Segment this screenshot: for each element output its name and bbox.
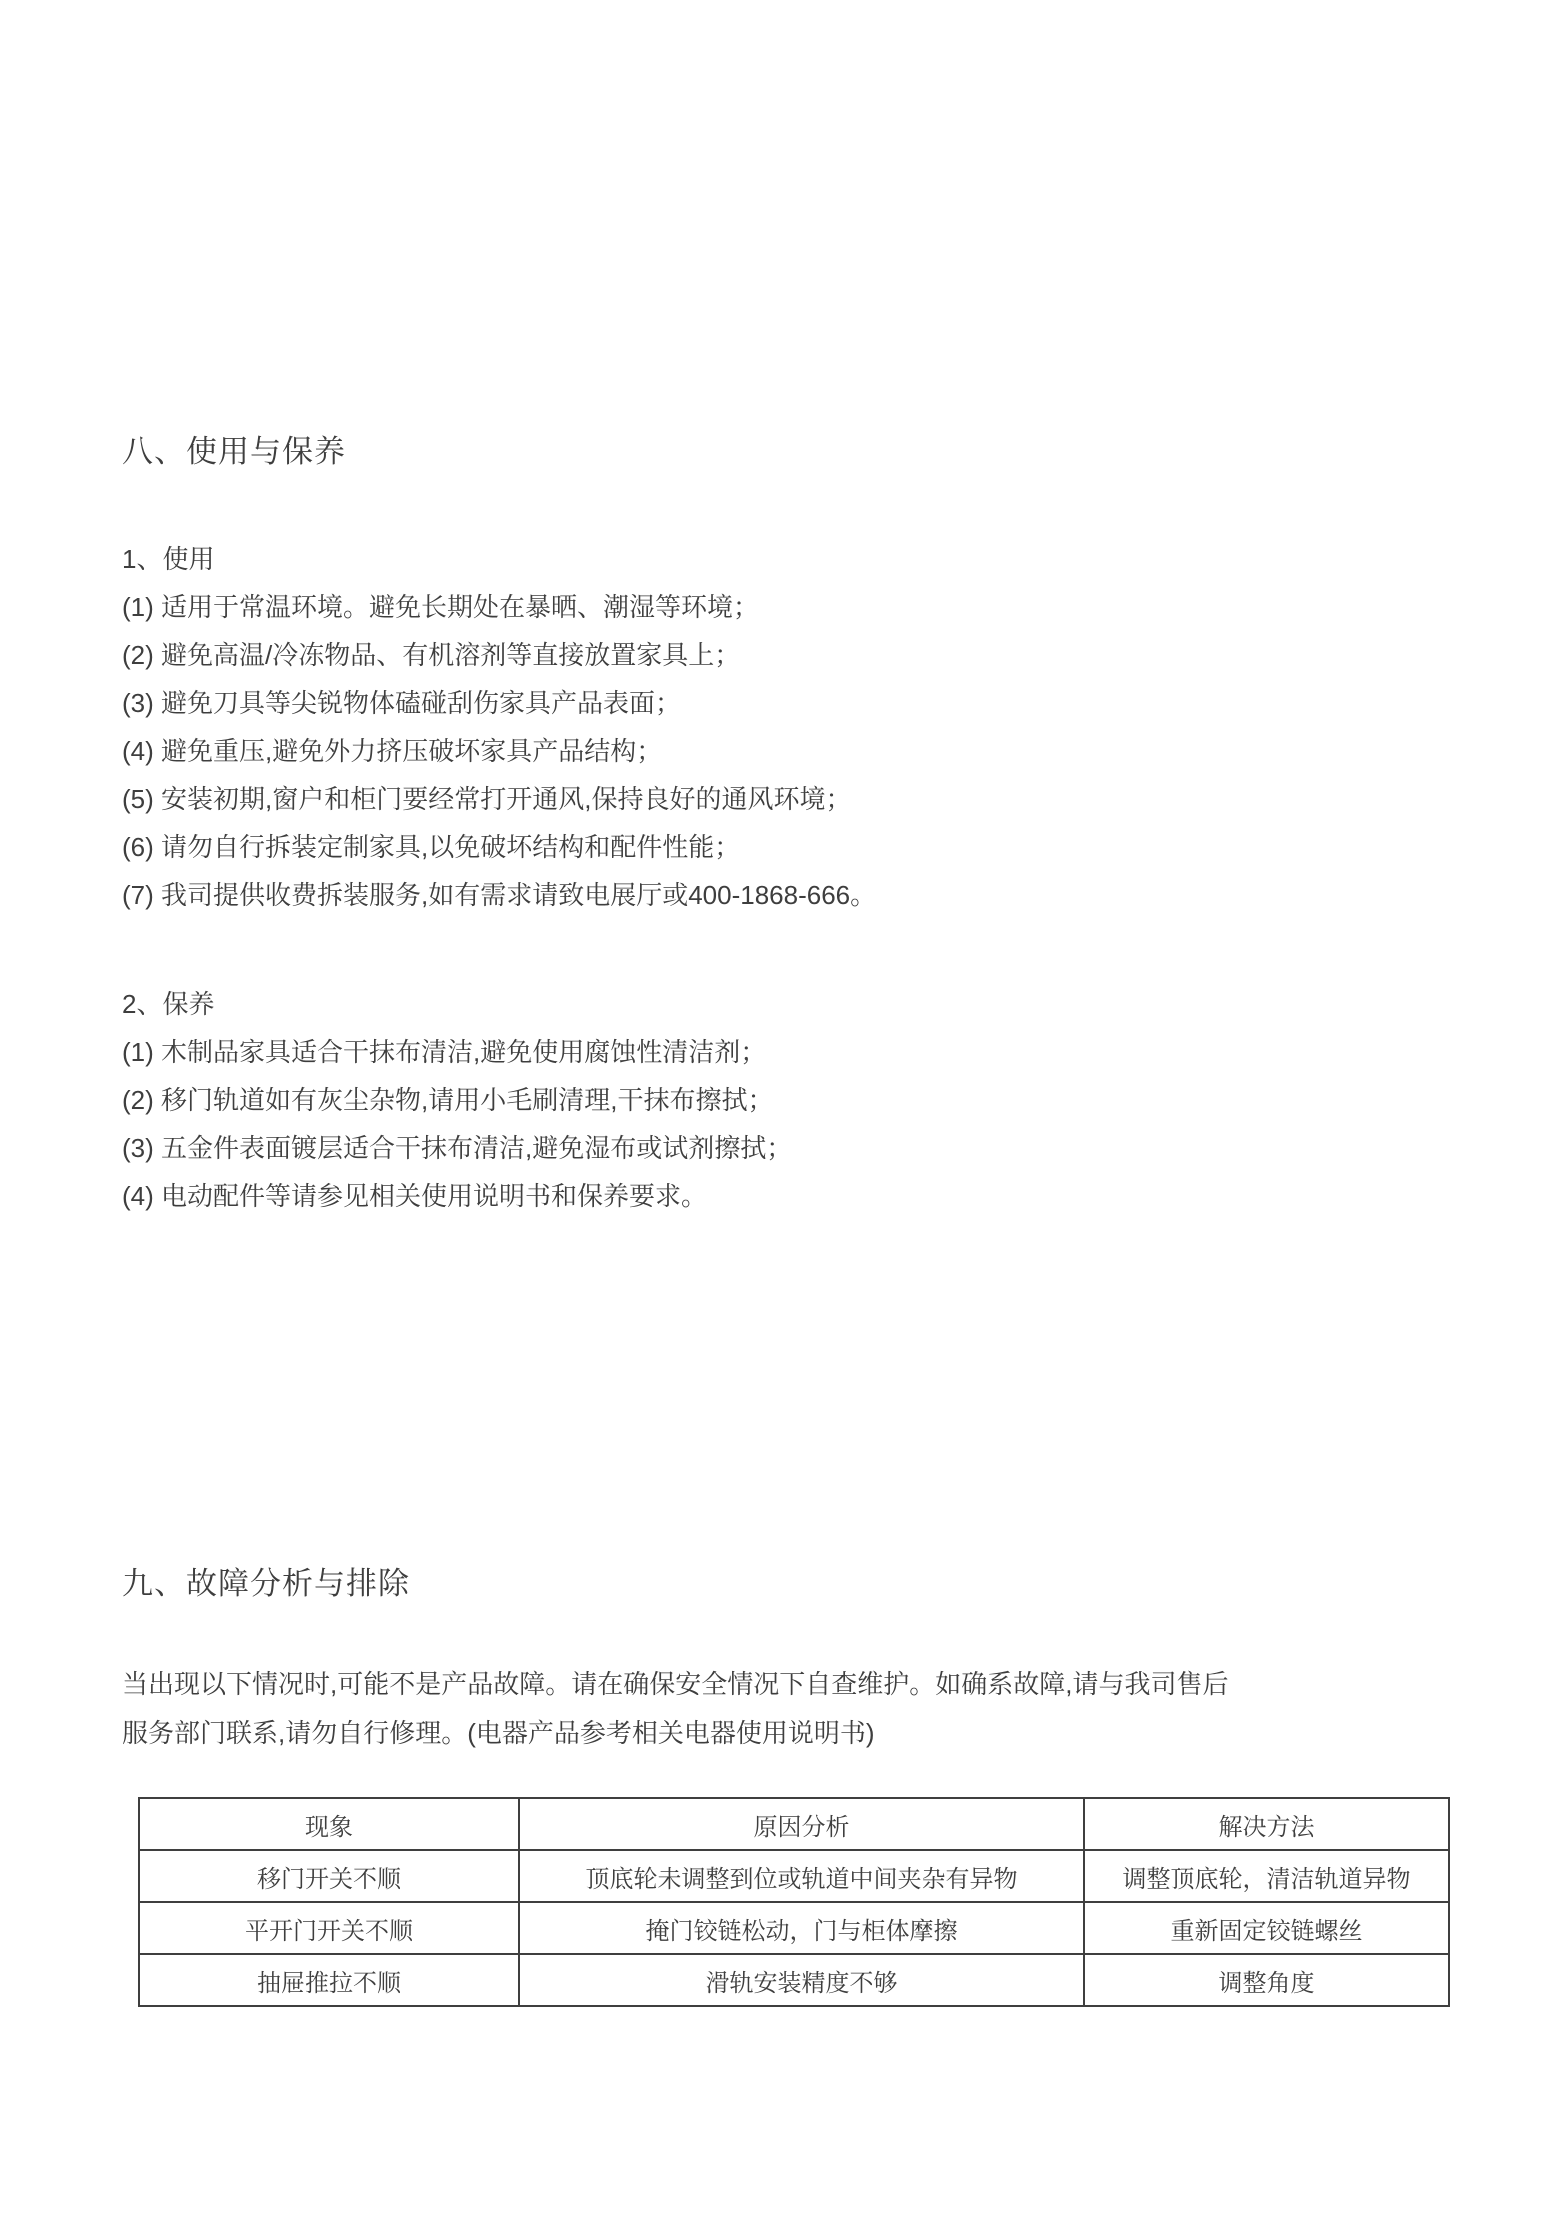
list-item: (7) 我司提供收费拆装服务,如有需求请致电展厅或400-1868-666。 [122, 880, 877, 910]
table-header-row [139, 1798, 1449, 1850]
list-item: (2) 移门轨道如有灰尘杂物,请用小毛刷清理,干抹布擦拭； [122, 1085, 774, 1115]
table-cell-phenomenon: 移门开关不顺 [139, 1850, 519, 1902]
list-item: (1) 适用于常温环境。避免长期处在暴晒、潮湿等环境； [122, 592, 760, 622]
table-row [139, 1954, 1449, 2006]
table-header-cause: 原因分析 [519, 1798, 1084, 1850]
table-cell-solution: 重新固定铰链螺丝 [1084, 1902, 1449, 1954]
section-9-heading: 九、故障分析与排除 [122, 1566, 410, 1601]
section-8-heading: 八、使用与保养 [122, 434, 346, 469]
table-cell-cause: 滑轨安装精度不够 [519, 1954, 1084, 2006]
care-subsection-title: 2、保养 [122, 989, 215, 1019]
use-subsection-title: 1、使用 [122, 544, 215, 574]
table-cell-phenomenon: 平开门开关不顺 [139, 1902, 519, 1954]
list-item: (4) 避免重压,避免外力挤压破坏家具产品结构； [122, 736, 663, 766]
table-row [139, 1850, 1449, 1902]
care-subsection [122, 980, 792, 1220]
list-item: (3) 避免刀具等尖锐物体磕碰刮伤家具产品表面； [122, 688, 682, 718]
table-row [139, 1902, 1449, 1954]
list-item: (2) 避免高温/冷冻物品、有机溶剂等直接放置家具上； [122, 640, 741, 670]
intro-line: 服务部门联系,请勿自行修理。(电器产品参考相关电器使用说明书) [122, 1718, 875, 1748]
table-header-phenomenon: 现象 [139, 1798, 519, 1850]
use-subsection [122, 535, 876, 919]
list-item: (5) 安装初期,窗户和柜门要经常打开通风,保持良好的通风环境； [122, 784, 852, 814]
list-item: (1) 木制品家具适合干抹布清洁,避免使用腐蚀性清洁剂； [122, 1037, 767, 1067]
table-cell-phenomenon: 抽屉推拉不顺 [139, 1954, 519, 2006]
fault-analysis-table [138, 1797, 1450, 2007]
intro-line: 当出现以下情况时,可能不是产品故障。请在确保安全情况下自查维护。如确系故障,请与我司售后 [122, 1669, 1229, 1699]
table-cell-solution: 调整角度 [1084, 1954, 1449, 2006]
table-cell-cause: 掩门铰链松动，门与柜体摩擦 [519, 1902, 1084, 1954]
troubleshooting-intro [122, 1660, 1228, 1758]
list-item: (4) 电动配件等请参见相关使用说明书和保养要求。 [122, 1181, 708, 1211]
table-cell-cause: 顶底轮未调整到位或轨道中间夹杂有异物 [519, 1850, 1084, 1902]
list-item: (6) 请勿自行拆装定制家具,以免破坏结构和配件性能； [122, 832, 741, 862]
table-cell-solution: 调整顶底轮，清洁轨道异物 [1084, 1850, 1449, 1902]
list-item: (3) 五金件表面镀层适合干抹布清洁,避免湿布或试剂擦拭； [122, 1133, 793, 1163]
table-header-solution: 解决方法 [1084, 1798, 1449, 1850]
